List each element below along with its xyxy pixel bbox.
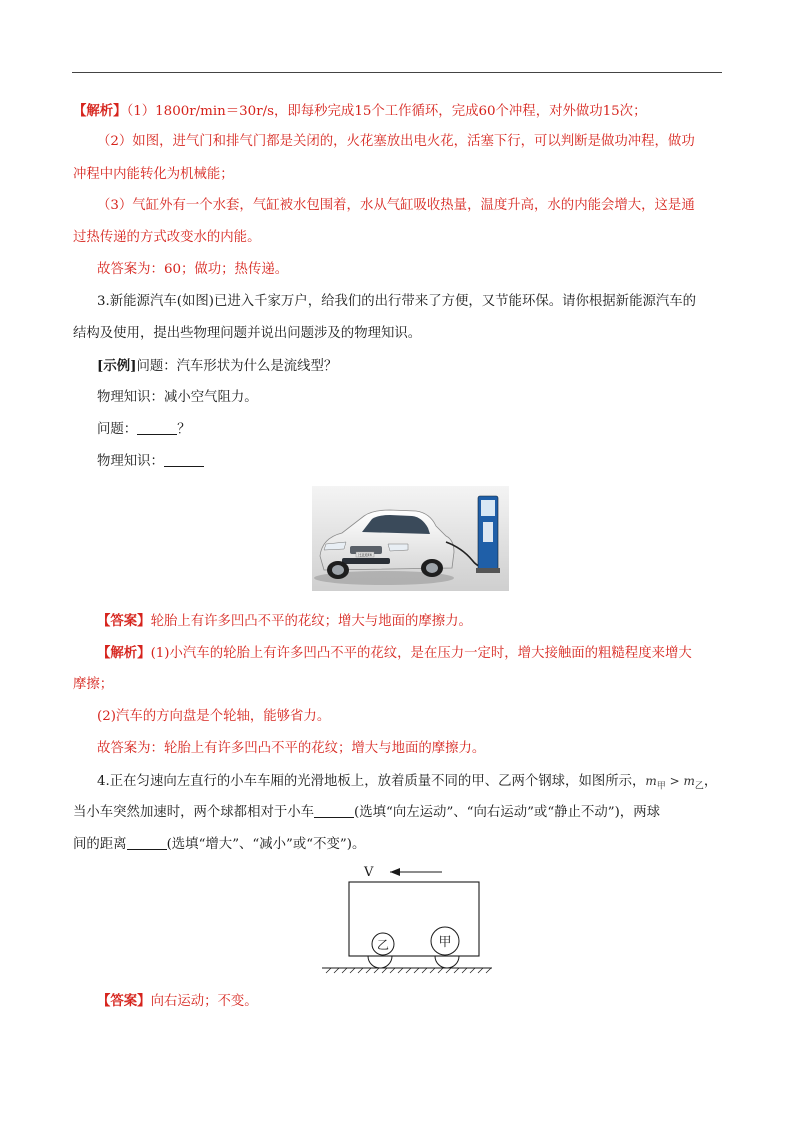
answer-conclusion: 故答案为：60；做功；热传递。 <box>97 262 289 277</box>
answer-3-text: 轮胎上有许多凹凸不平的花纹；增大与地面的摩擦力。 <box>150 614 472 629</box>
example-question-text: 问题：汽车形状为什么是流线型？ <box>136 359 338 374</box>
question-4-line-3: 间的距离 (选填“增大”、“减小”或“不变”)。 <box>73 837 366 852</box>
analysis-3-line-1 <box>97 644 692 663</box>
velocity-label: V <box>364 865 374 880</box>
analysis-3-line-2: 摩擦； <box>73 677 114 692</box>
question-suffix: ？ <box>177 422 191 437</box>
cart-wheel-left <box>368 956 392 968</box>
question-blank <box>137 421 177 435</box>
analysis-line-4: （3）气缸外有一个水套，气缸被水包围着，水从气缸吸收热量，温度升高，水的内能会增大，这是通 <box>97 198 695 213</box>
cart-wheel-right <box>435 956 459 968</box>
analysis-line-2: （2）如图，进气门和排气门都是关闭的，火花塞放出电火花，活塞下行，可以判断是做功冲程，做功 <box>97 134 695 149</box>
example-tag: [示例] <box>97 358 137 374</box>
analysis-line-3: 冲程中内能转化为机械能； <box>73 167 234 182</box>
analysis-3-conclusion: 故答案为：轮胎上有许多凹凸不平的花纹；增大与地面的摩擦力。 <box>97 741 486 756</box>
ball-jia-label: 甲 <box>438 935 452 950</box>
car-charging-illustration <box>312 486 509 591</box>
answer-4-line <box>97 992 258 1011</box>
answer-3-line <box>97 612 472 631</box>
analysis-text: （1）1800r/min＝30r/s，即每秒完成15个工作循环，完成60个冲程，对外做功15次； <box>126 104 647 119</box>
question-4-blank-2 <box>127 836 167 850</box>
example-question <box>97 357 337 376</box>
header-rule <box>72 72 722 73</box>
question-3-line-1: 3.新能源汽车(如图)已进入千家万户，给我们的出行带来了方便，又节能环保。请你根据新能源汽车的 <box>97 294 697 309</box>
question-4-line-2: 当小车突然加速时，两个球都相对于小车 (选填“向左运动”、“向右运动”或“静止不动”)，两球 <box>73 805 660 820</box>
question-prefix: 问题： <box>97 422 138 437</box>
question-4-text: 4.正在匀速向左直行的小车车厢的光滑地板上，放着质量不同的甲、乙两个钢球，如图所示， <box>97 774 646 789</box>
example-knowledge: 物理知识：减小空气阻力。 <box>97 390 258 405</box>
question-3-line-2: 结构及使用，提出些物理问题并说出问题涉及的物理知识。 <box>73 326 422 341</box>
ball-yi-label: 乙 <box>376 938 390 952</box>
ground-hatching <box>326 968 491 973</box>
cart-diagram <box>320 862 495 982</box>
question-4-line-1: 4.正在匀速向左直行的小车车厢的光滑地板上，放着质量不同的甲、乙两个钢球，如图所示，$m_甲 > m_乙$， <box>97 774 718 792</box>
answer-3-tag: 【答案】 <box>97 613 151 629</box>
analysis-line-5: 过热传递的方式改变水的内能。 <box>73 230 261 245</box>
cart-diagram-svg <box>320 862 495 982</box>
analysis-3-tag: 【解析】 <box>97 645 151 661</box>
answer-4-text: 向右运动；不变。 <box>150 994 258 1009</box>
analysis-line-1 <box>73 102 646 121</box>
question-blank-line <box>97 421 191 439</box>
cart-body <box>349 882 479 956</box>
electric-car-photo <box>312 486 509 591</box>
license-plate-text: 比亚迪E6 <box>358 553 372 557</box>
analysis-3-text: (1)小汽车的轮胎上有许多凹凸不平的花纹，是在压力一定时，增大接触面的粗糙程度来增大 <box>150 646 692 661</box>
knowledge-blank <box>164 453 204 467</box>
velocity-arrowhead <box>390 868 400 876</box>
analysis-3-line-3: (2)汽车的方向盘是个轮轴，能够省力。 <box>97 709 331 724</box>
question-4-blank-1 <box>314 804 354 818</box>
analysis-tag: 【解析】 <box>73 103 127 119</box>
knowledge-blank-line <box>97 453 204 471</box>
knowledge-prefix: 物理知识： <box>97 454 164 469</box>
mass-inequality: $m_甲 > m_乙$ <box>645 774 704 792</box>
answer-4-tag: 【答案】 <box>97 993 151 1009</box>
